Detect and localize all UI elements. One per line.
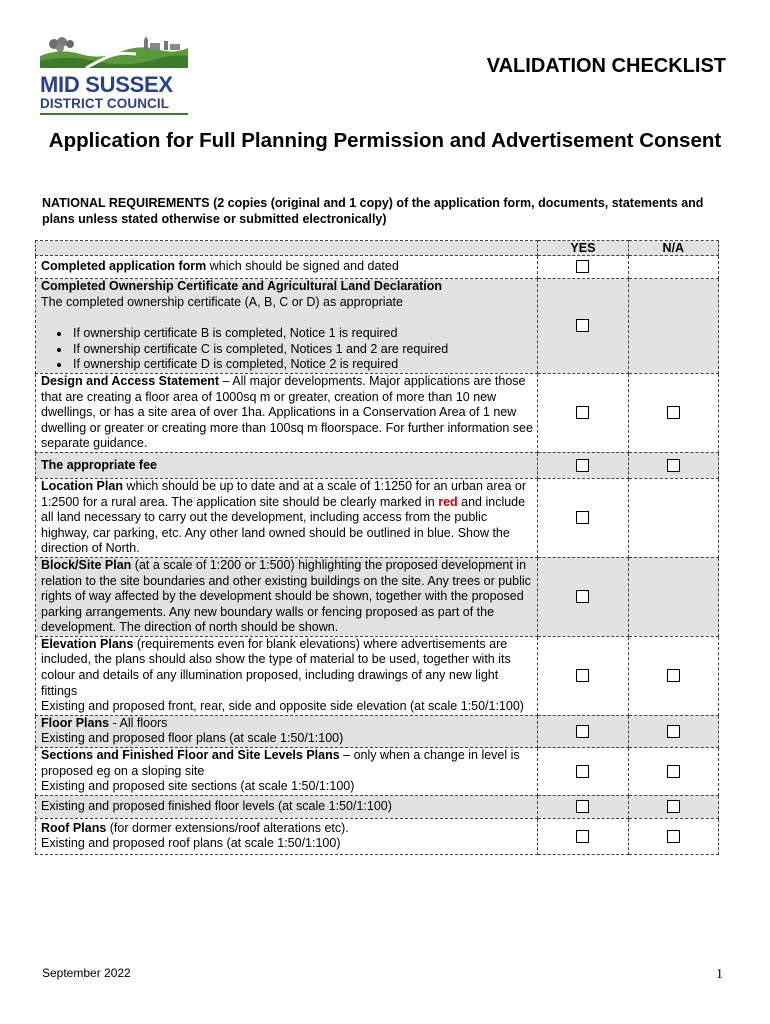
na-checkbox[interactable] [667, 800, 680, 813]
row-description [36, 818, 538, 854]
yes-cell [538, 715, 628, 747]
yes-checkbox[interactable] [576, 406, 589, 419]
na-checkbox[interactable] [667, 765, 680, 778]
red-emphasis: red [438, 494, 458, 509]
logo-landscape-icon [40, 34, 188, 68]
spacer [41, 310, 533, 326]
na-cell [628, 557, 718, 636]
item-text: – All major developments. Major applications are those that are creating a floor area of 1000sq m or greater, creation of more than 10 new dwellings, or has a site area of over 1ha. Applications in a Conservation Area of 1 new dwelling or greater or creating more than 100sq m floorspace. For further information see separate guidance. [41, 373, 533, 451]
item-scale-text: Existing and proposed floor plans (at scale 1:50/1:100) [41, 731, 344, 746]
row-description [36, 748, 538, 796]
na-checkbox[interactable] [667, 406, 680, 419]
yes-cell [538, 748, 628, 796]
na-checkbox[interactable] [667, 725, 680, 738]
checklist-row-fee [36, 452, 719, 478]
item-title: Floor Plans [41, 715, 110, 730]
yes-checkbox[interactable] [576, 725, 589, 738]
row-description [36, 373, 538, 452]
table-header-row [36, 241, 719, 256]
checklist-row-block-site-plan [36, 557, 719, 636]
item-title: Roof Plans [41, 820, 107, 835]
column-header-na: N/A [628, 241, 718, 256]
page-title: Application for Full Planning Permission and Advertisement Consent [48, 129, 722, 152]
item-title: Sections and Finished Floor and Site Levels Plans [41, 748, 340, 763]
yes-cell [538, 795, 628, 818]
checklist-row-elevation-plans [36, 636, 719, 715]
checklist-row-application-form [36, 256, 719, 279]
yes-cell [538, 818, 628, 854]
item-text: Existing and proposed finished floor levels (at scale 1:50/1:100) [41, 799, 392, 814]
item-scale-text: Existing and proposed site sections (at scale 1:50/1:100) [41, 779, 355, 794]
list-item: • If ownership certificate D is completed, Notice 2 is required [71, 357, 533, 373]
yes-cell [538, 279, 628, 374]
yes-checkbox[interactable] [576, 511, 589, 524]
checklist-row-design-access [36, 373, 719, 452]
yes-checkbox[interactable] [576, 459, 589, 472]
item-title: The appropriate fee [41, 457, 157, 472]
checklist-row-sections-levels [36, 748, 719, 796]
row-description [36, 256, 538, 279]
na-cell [628, 452, 718, 478]
item-text: and include all land necessary to carry out the development, including access from the public highway, car parking, etc. Any other land owned should be outlined in blue. Show the direction of North. [41, 494, 526, 556]
na-checkbox[interactable] [667, 459, 680, 472]
row-description [36, 478, 538, 557]
item-text: (at a scale of 1:200 or 1:500) highlighting the proposed development in relation to the site boundaries and other existing buildings on the site. Any trees or public rights of way affected by the development should be shown, together with the proposed parking arrangements. Any new boundary walls or fencing proposed as part of the development. The direction of north should be shown. [41, 557, 531, 635]
item-text: The completed ownership certificate (A, B, C or D) as appropriate [41, 294, 403, 309]
item-scale-text: Existing and proposed front, rear, side and opposite side elevation (at scale 1:50/1:100) [41, 699, 524, 714]
yes-cell [538, 478, 628, 557]
na-cell [628, 818, 718, 854]
row-description [36, 715, 538, 747]
row-description [36, 795, 538, 818]
item-title: Completed application form [41, 259, 207, 274]
column-header-yes: YES [538, 241, 628, 256]
yes-cell [538, 557, 628, 636]
na-cell [628, 748, 718, 796]
checklist-row-roof-plans [36, 818, 719, 854]
yes-cell [538, 452, 628, 478]
logo-name: MID SUSSEX [40, 72, 173, 97]
council-logo [40, 34, 190, 114]
na-cell [628, 636, 718, 715]
yes-checkbox[interactable] [576, 800, 589, 813]
yes-checkbox[interactable] [576, 830, 589, 843]
item-text: which should be signed and dated [206, 259, 399, 274]
header-blank-cell [36, 241, 538, 256]
checklist-row-location-plan [36, 478, 719, 557]
yes-cell [538, 636, 628, 715]
list-item: • If ownership certificate B is completed, Notice 1 is required [71, 326, 533, 342]
checklist-row-floor-plans [36, 715, 719, 747]
row-description [36, 279, 538, 374]
item-scale-text: Existing and proposed roof plans (at scale 1:50/1:100) [41, 836, 341, 851]
item-text: (for dormer extensions/roof alterations etc). [106, 820, 349, 835]
yes-checkbox[interactable] [576, 590, 589, 603]
item-text: – only when a change in level is proposed eg on a sloping site [41, 748, 520, 778]
row-description [36, 557, 538, 636]
item-title: Block/Site Plan [41, 557, 132, 572]
list-item: • If ownership certificate C is completed, Notices 1 and 2 are required [71, 342, 533, 358]
item-title: Location Plan [41, 478, 123, 493]
document-title: VALIDATION CHECKLIST [486, 55, 726, 77]
item-title: Completed Ownership Certificate and Agricultural Land Declaration [41, 279, 442, 293]
logo-divider [40, 113, 188, 115]
checklist-row-ownership-certificate [36, 279, 719, 374]
na-cell [628, 715, 718, 747]
item-text: - All floors [109, 715, 168, 730]
yes-checkbox[interactable] [576, 260, 589, 273]
na-cell [628, 256, 718, 279]
na-cell [628, 373, 718, 452]
item-text: (requirements even for blank elevations) where advertisements are included, the plans should also show the type of material to be used, together with its colour and details of any illumination proposed, including drawings of any new light fittings [41, 636, 511, 698]
item-title: Elevation Plans [41, 636, 134, 651]
yes-checkbox[interactable] [576, 319, 589, 332]
row-description [36, 636, 538, 715]
page-number: 1 [716, 967, 723, 982]
na-checkbox[interactable] [667, 669, 680, 682]
yes-checkbox[interactable] [576, 765, 589, 778]
na-cell [628, 279, 718, 374]
footer-date: September 2022 [42, 966, 131, 980]
validation-checklist-table [35, 240, 719, 855]
item-text: which should be up to date and at a scale of 1:1250 for an urban area or 1:2500 for a rural area. The application site should be clearly marked in [41, 478, 527, 509]
logo-subtitle: DISTRICT COUNCIL [40, 96, 170, 111]
row-description [36, 452, 538, 478]
yes-cell [538, 256, 628, 279]
na-checkbox[interactable] [667, 830, 680, 843]
na-cell [628, 478, 718, 557]
national-requirements-intro: NATIONAL REQUIREMENTS (2 copies (original and 1 copy) of the application form, documents, statements and plans unless stated otherwise or submitted electronically) [42, 196, 704, 226]
item-title: Design and Access Statement [41, 373, 220, 388]
yes-cell [538, 373, 628, 452]
yes-checkbox[interactable] [576, 669, 589, 682]
notice-bullet-list [41, 326, 533, 373]
na-cell [628, 795, 718, 818]
checklist-row-finished-floor-levels [36, 795, 719, 818]
